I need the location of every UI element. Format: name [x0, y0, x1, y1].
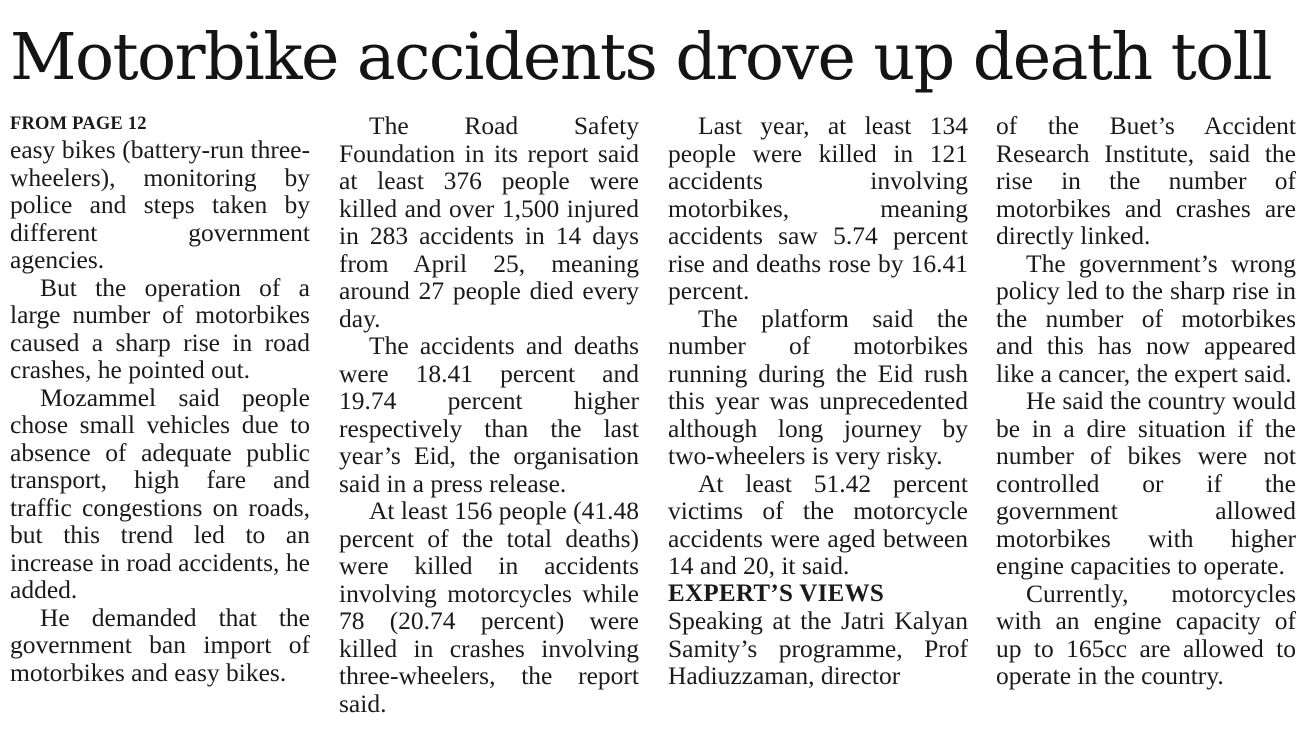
column-1 [10, 112, 310, 686]
paragraph: easy bikes (battery-run three-wheelers), monitoring by police and steps taken by different government agencies. [10, 135, 310, 274]
column-3 [668, 112, 968, 690]
paragraph: The accidents and deaths were 18.41 percent and 19.74 percent higher respectively than the last year’s Eid, the organisation said in a press release. [339, 331, 639, 498]
paragraph: He said the country would be in a dire situation if the number of bikes were not controlled or if the government allowed motorbikes with higher engine capacities to operate. [996, 386, 1296, 580]
paragraph: The Road Safety Foundation in its report said at least 376 people were killed and over 1,500 injured in 283 accidents in 14 days from April 25, meaning around 27 people died every day. [339, 111, 639, 333]
paragraph: Last year, at least 134 people were killed in 121 accidents involving motorbikes, meaning accidents saw 5.74 percent rise and deaths rose by 16.41 percent. [668, 111, 968, 305]
column-2 [339, 112, 639, 717]
paragraph: He demanded that the government ban import of motorbikes and easy bikes. [10, 602, 310, 687]
paragraph: Currently, motorcycles with an engine capacity of up to 165cc are allowed to operate in the country. [996, 578, 1296, 690]
paragraph: At least 51.42 percent victims of the motorcycle accidents were aged between 14 and 20, it said. [668, 468, 968, 580]
section-subhead: EXPERT’S VIEWS [668, 579, 885, 607]
paragraph: of the Buet’s Accident Research Institute, said the rise in the number of motorbikes and crashes are directly linked. [996, 111, 1296, 250]
continuation-kicker: FROM PAGE 12 [10, 114, 147, 134]
paragraph: The government’s wrong policy led to the sharp rise in the number of motorbikes and this has now appeared like a cancer, the expert said. [996, 248, 1296, 388]
paragraph: Speaking at the Jatri Kalyan Samity’s programme, Prof Hadiuzzaman, director [668, 606, 968, 690]
paragraph: At least 156 people (41.48 percent of the total deaths) were killed in accidents involving motorcycles while 78 (20.74 percent) were killed in crashes involving three-wheelers, the report said. [339, 496, 639, 718]
headline: Motorbike accidents drove up death toll [10, 20, 1272, 95]
column-4 [996, 112, 1296, 690]
paragraph: The platform said the number of motorbikes running during the Eid rush this year was unprecedented although long journey by two-wheelers is very risky. [668, 303, 968, 470]
paragraph: But the operation of a large number of motorbikes caused a sharp rise in road crashes, he pointed out. [10, 272, 310, 384]
paragraph: Mozammel said people chose small vehicles due to absence of adequate public transport, high fare and traffic congestions on roads, but this trend led to an increase in road accidents, he added. [10, 382, 310, 604]
